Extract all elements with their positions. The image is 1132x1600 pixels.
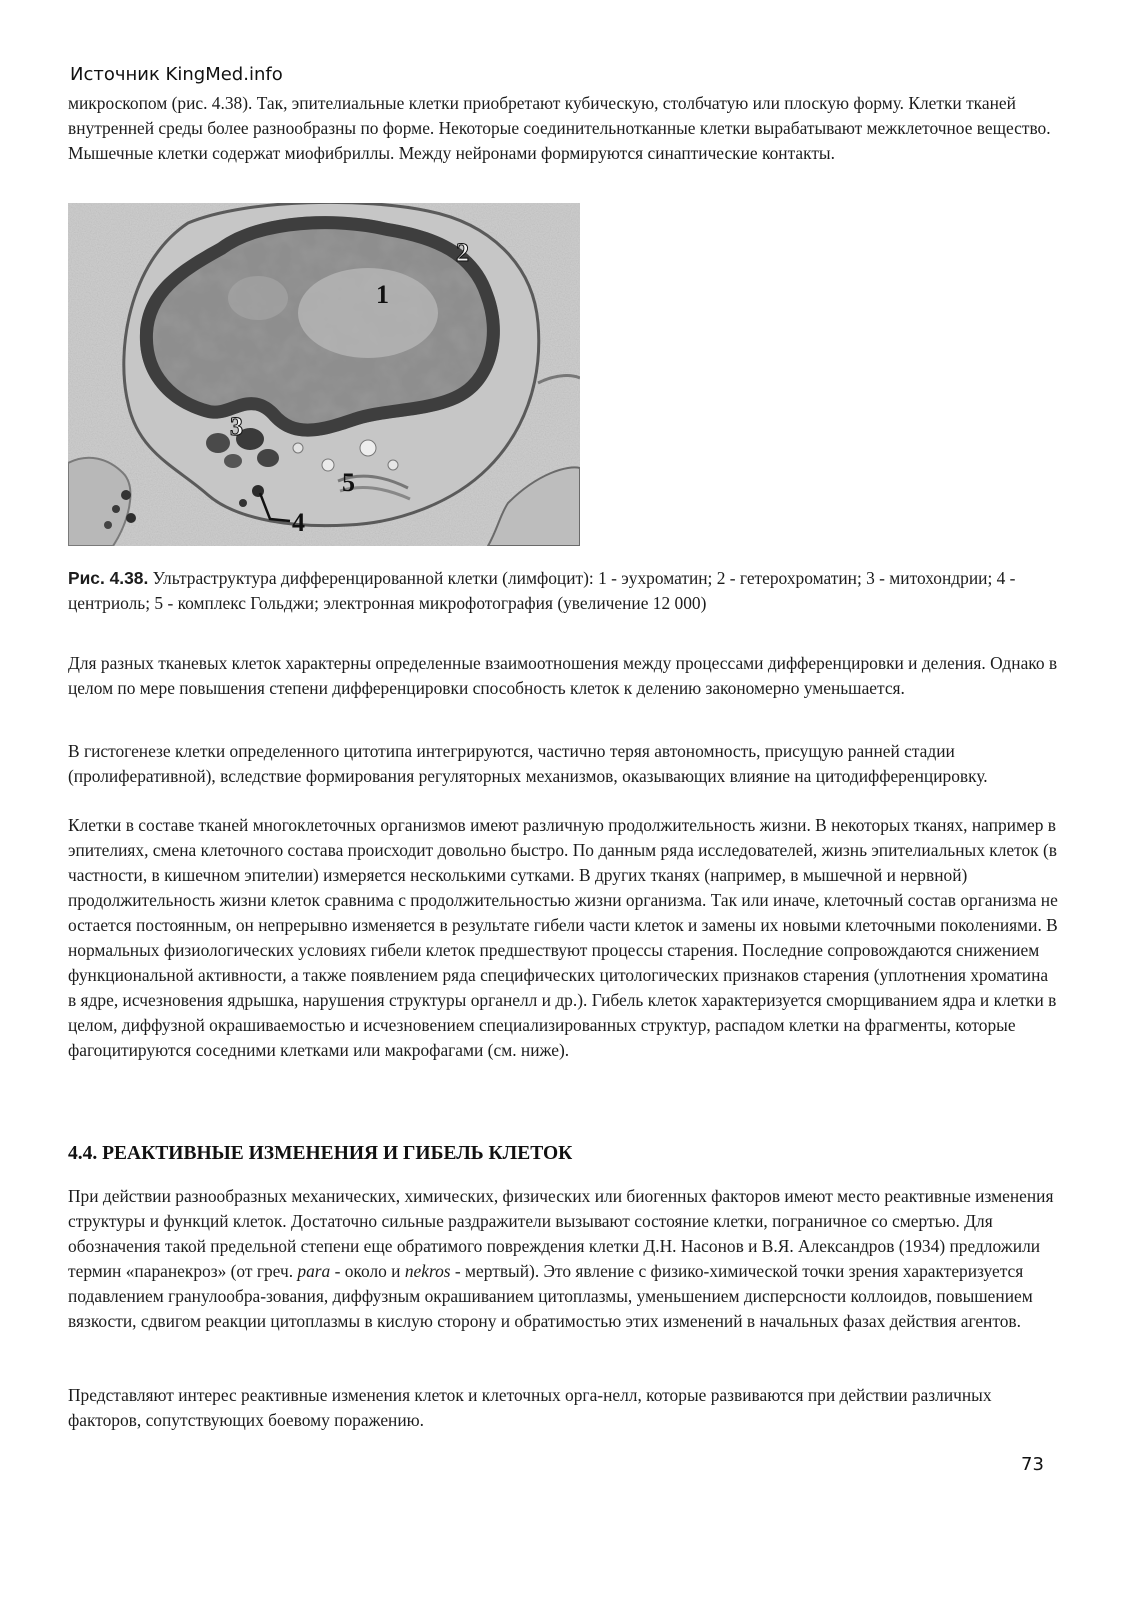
paragraph-differentiation: Для разных тканевых клеток характерны определенные взаимоотношения между процессами дифференцировки и деления. Однако в целом по мере повышения степени дифференцировки способность клеток к делению закономерно уменьшается.	[68, 653, 1058, 698]
paragraph-cell-lifespan: Клетки в составе тканей многоклеточных организмов имеют различную продолжительность жизни. В некоторых тканях, например в эпителиях, смена клеточного состава происходит довольно быстро. По данным ряда исследователей, жизнь эпителиальных клеток (в частности, в кишечном эпителии) измеряется несколькими сутками. В других тканях (например, в мышечной и нервной) продолжительность жизни клеток сравнима с продолжительностью жизни организма. Так или иначе, клеточный состав организма не остается постоянным, он непрерывно изменяется в результате гибели части клеток и замены их новыми клеточными поколениями. В нормальных физиологических условиях гибели клеток предшествуют процессы старения. Последние сопровождаются снижением функциональной активности, а также появлением ряда специфических цитологических признаков старения (уплотнения хроматина в ядре, исчезновения ядрышка, нарушения структуры органелл и др.). Гибель клеток характеризуется сморщиванием ядра и клетки в целом, диффузной окрашиваемостью и исчезновением специализированных структур, распадом клетки на фрагменты, которые фагоцитируются соседними клетками или макрофагами (см. ниже).	[68, 815, 1058, 1060]
intro-paragraph: микроскопом (рис. 4.38). Так, эпителиальные клетки приобретают кубическую, столбчатую или плоскую форму. Клетки тканей внутренней среды более разнообразны по форме. Некоторые соединительнотканные клетки вырабатывают межклеточное вещество. Мышечные клетки содержат миофибриллы. Между нейронами формируются синаптические контакты.	[68, 93, 1051, 163]
figure-label-1: 1	[376, 280, 389, 309]
term-nekros: nekros	[404, 1261, 451, 1281]
paragraph-histogenesis: В гистогенезе клетки определенного цитотипа интегрируются, частично теряя автономность, присущую ранней стадии (пролиферативной), вследствие формирования регуляторных механизмов, оказывающих влияние на цитодифференцировку.	[68, 741, 988, 786]
caption-text: Ультраструктура дифференцированной клетки (лимфоцит): 1 - эухроматин; 2 - гетерохроматин; 3 - митохондрии; 4 - центриоль; 5 - комплекс Гольджи; электронная микрофотография (увеличение 12 000)	[68, 568, 1016, 613]
figure-label-2: 2	[456, 238, 469, 267]
source-header: Источник KingMed.info	[70, 64, 283, 85]
figure-label-3: 3	[230, 412, 243, 441]
lymphocyte-micrograph	[68, 203, 580, 546]
micrograph-figure	[68, 203, 580, 546]
caption-label: Рис. 4.38.	[68, 568, 149, 588]
paragraph-reactive-changes: Представляют интерес реактивные изменения клеток и клеточных орга-нелл, которые развиваются при действии различных факторов, сопутствующих боевому поражению.	[68, 1385, 992, 1430]
figure-caption	[68, 566, 1058, 616]
section-heading: 4.4. РЕАКТИВНЫЕ ИЗМЕНЕНИЯ И ГИБЕЛЬ КЛЕТОК	[68, 1143, 573, 1164]
paragraph-paranecrosis	[68, 1184, 1058, 1334]
para4-part3: - мертвый). Это явление с физико-химической точки зрения характеризуется подавлением гранулообра-зования, диффузным окрашиванием цитоплазмы, уменьшением дисперсности коллоидов, повышением вязкости, сдвигом реакции цитоплазмы в кислую сторону и обратимостью этих изменений в начальных фазах действия агентов.	[68, 1261, 1033, 1331]
figure-label-4: 4	[292, 508, 305, 537]
para4-part1: При действии разнообразных механических, химических, физических или биогенных факторов имеют место реактивные изменения структуры и функций клеток. Достаточно сильные раздражители вызывают состояние клетки, пограничное со смертью. Для обозначения такой предельной степени еще обратимого повреждения клетки Д.Н. Насонов и В.Я. Александров (1934) предложили термин «паранекроз» (от греч.	[68, 1186, 1054, 1281]
para4-part2: - около и	[330, 1261, 405, 1281]
page-number: 73	[1021, 1454, 1044, 1475]
figure-label-5: 5	[342, 468, 355, 497]
term-para: para	[297, 1261, 331, 1281]
